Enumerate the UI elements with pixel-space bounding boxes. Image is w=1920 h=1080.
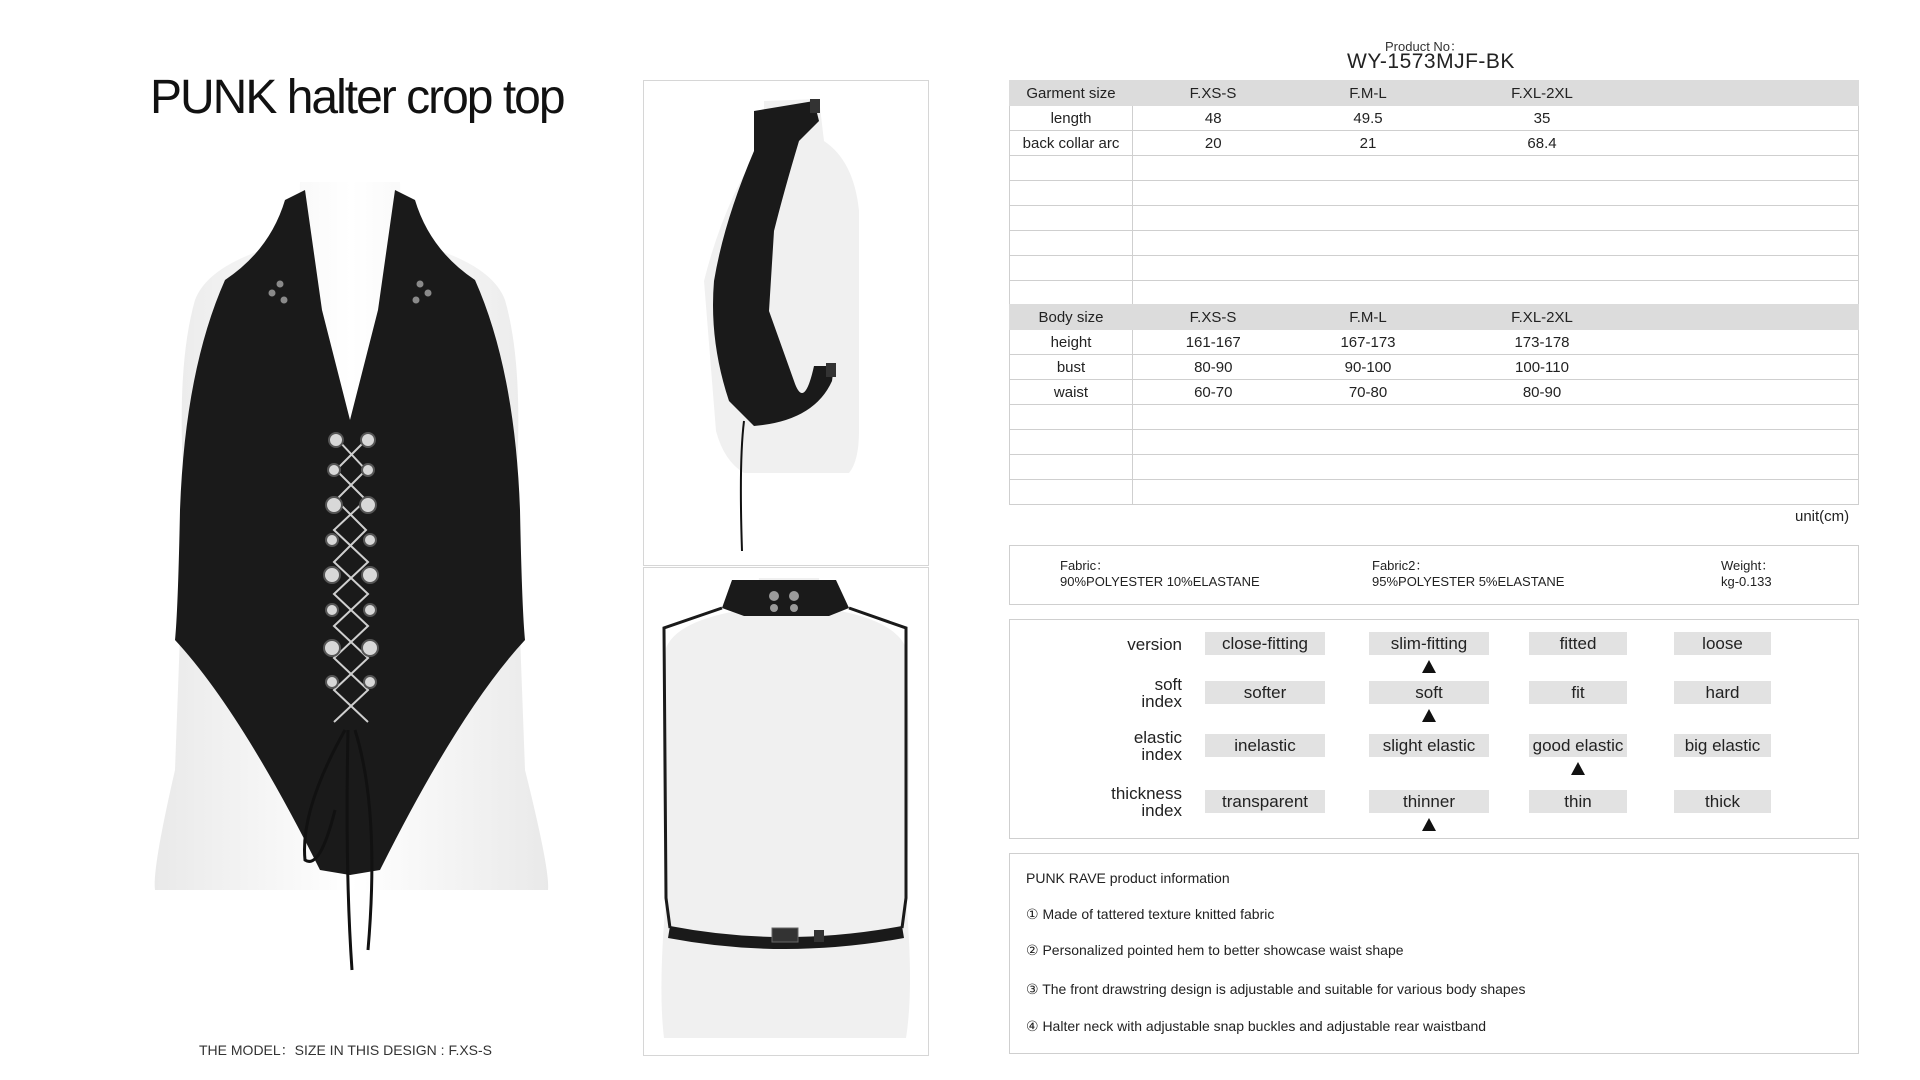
table-cell: 173-178 — [1443, 330, 1642, 355]
back-view-image — [644, 568, 928, 1055]
product-number: WY-1573MJF-BK — [1347, 50, 1515, 73]
table-cell: 48 — [1133, 106, 1294, 131]
version-label — [1042, 636, 1182, 653]
table-header-cell: F.XS-S — [1133, 305, 1294, 330]
back-view-photo — [643, 567, 929, 1056]
option-thin: thin — [1529, 790, 1627, 813]
table-cell: bust — [1010, 355, 1133, 380]
body-size-table — [1009, 304, 1859, 505]
row-label-line: version — [1127, 635, 1182, 654]
table-cell: 49.5 — [1294, 106, 1443, 131]
option-thinner: thinner — [1369, 790, 1489, 813]
table-header-cell: F.XS-S — [1133, 81, 1294, 106]
info-item: ③ The front drawstring design is adjustable and suitable for various body shapes — [1026, 981, 1526, 997]
table-row — [1010, 181, 1859, 206]
table-cell — [1010, 455, 1133, 480]
table-row — [1010, 430, 1859, 455]
garment-size-table — [1009, 80, 1859, 306]
table-header-cell: F.XL-2XL — [1443, 305, 1642, 330]
table-cell: back collar arc — [1010, 131, 1133, 156]
fabric-info-box — [1009, 545, 1859, 605]
table-cell: 70-80 — [1294, 380, 1443, 405]
thickness-index-label — [1042, 785, 1182, 819]
table-cell — [1642, 106, 1859, 131]
weight-value: kg-0.133 — [1721, 574, 1772, 589]
weight — [1721, 558, 1774, 590]
fabric-2-value: 95%POLYESTER 5%ELASTANE — [1372, 574, 1565, 589]
table-row — [1010, 131, 1859, 156]
row-label-line: index — [1141, 745, 1182, 764]
table-header-cell: F.M-L — [1294, 305, 1443, 330]
info-item: ② Personalized pointed hem to better showcase waist shape — [1026, 942, 1404, 958]
table-row — [1010, 206, 1859, 231]
table-cell — [1642, 380, 1859, 405]
option-loose: loose — [1674, 632, 1771, 655]
table-cell — [1010, 206, 1133, 231]
row-label-line: elastic — [1133, 728, 1182, 747]
table-row — [1010, 281, 1859, 306]
table-row — [1010, 355, 1859, 380]
side-view-image — [644, 81, 928, 565]
fabric-1-value: 90%POLYESTER 10%ELASTANE — [1060, 574, 1260, 589]
table-cell — [1010, 480, 1133, 505]
table-row — [1010, 405, 1859, 430]
back-collar-shape — [722, 580, 849, 616]
table-cell: waist — [1010, 380, 1133, 405]
option-softer: softer — [1205, 681, 1325, 704]
table-cell — [1642, 131, 1859, 156]
info-item: ① Made of tattered texture knitted fabric — [1026, 906, 1275, 922]
table-cell — [1133, 206, 1859, 231]
option-thick: thick — [1674, 790, 1771, 813]
table-cell — [1133, 156, 1859, 181]
table-cell: 21 — [1294, 131, 1443, 156]
selected-marker-icon — [1422, 709, 1436, 722]
fabric-1-label: Fabric： — [1060, 558, 1110, 573]
selected-marker-icon — [1422, 660, 1436, 673]
table-cell — [1010, 156, 1133, 181]
table-cell: 60-70 — [1133, 380, 1294, 405]
info-item: ④ Halter neck with adjustable snap buckles and adjustable rear waistband — [1026, 1018, 1487, 1034]
weight-label: Weight： — [1721, 558, 1775, 573]
table-cell: length — [1010, 106, 1133, 131]
table-row — [1010, 256, 1859, 281]
option-transparent: transparent — [1205, 790, 1325, 813]
table-header-cell: Garment size — [1010, 81, 1133, 106]
table-cell — [1133, 405, 1859, 430]
fabric-2 — [1372, 558, 1564, 590]
table-cell — [1010, 181, 1133, 206]
option-fitted: fitted — [1529, 632, 1627, 655]
table-cell: 161-167 — [1133, 330, 1294, 355]
option-inelastic: inelastic — [1205, 734, 1325, 757]
table-cell — [1642, 330, 1859, 355]
row-label-line: index — [1141, 692, 1182, 711]
table-header-cell: F.XL-2XL — [1443, 81, 1642, 106]
row-label-line: thickness — [1111, 784, 1182, 803]
table-cell: 20 — [1133, 131, 1294, 156]
table-cell — [1133, 480, 1859, 505]
table-cell — [1010, 430, 1133, 455]
table-row — [1010, 380, 1859, 405]
selected-marker-icon — [1422, 818, 1436, 831]
table-cell: height — [1010, 330, 1133, 355]
table-cell — [1010, 256, 1133, 281]
table-row — [1010, 455, 1859, 480]
table-cell — [1133, 430, 1859, 455]
option-hard: hard — [1674, 681, 1771, 704]
table-header-cell: Body size — [1010, 305, 1133, 330]
row-label-line: soft — [1154, 675, 1182, 694]
table-header-cell: F.M-L — [1294, 81, 1443, 106]
option-good-elastic: good elastic — [1529, 734, 1627, 757]
table-row — [1010, 330, 1859, 355]
row-label-line: index — [1141, 801, 1182, 820]
option-big-elastic: big elastic — [1674, 734, 1771, 757]
garment-table-header — [1010, 81, 1859, 106]
front-product-photo — [130, 170, 570, 1000]
table-cell: 80-90 — [1133, 355, 1294, 380]
selected-marker-icon — [1571, 762, 1585, 775]
soft-index-label — [1042, 676, 1182, 710]
table-cell — [1010, 281, 1133, 306]
table-row — [1010, 480, 1859, 505]
unit-label: unit(cm) — [1795, 508, 1850, 525]
table-cell — [1010, 231, 1133, 256]
elastic-index-label — [1042, 729, 1182, 763]
table-cell: 68.4 — [1443, 131, 1642, 156]
table-header-cell — [1642, 81, 1859, 106]
fit-properties-box — [1009, 619, 1859, 839]
body-table-header — [1010, 305, 1859, 330]
option-slight-elastic: slight elastic — [1369, 734, 1489, 757]
page-title: PUNK halter crop top — [150, 71, 564, 124]
product-info-box — [1009, 853, 1859, 1054]
option-close-fitting: close-fitting — [1205, 632, 1325, 655]
model-size-note: THE MODEL：SIZE IN THIS DESIGN : F.XS-S — [199, 1042, 493, 1058]
table-cell — [1133, 455, 1859, 480]
table-cell — [1010, 405, 1133, 430]
table-cell: 100-110 — [1443, 355, 1642, 380]
fabric-2-label: Fabric2： — [1372, 558, 1429, 573]
back-buckle — [772, 928, 798, 942]
table-cell — [1133, 181, 1859, 206]
table-cell — [1133, 231, 1859, 256]
table-cell: 35 — [1443, 106, 1642, 131]
table-row — [1010, 231, 1859, 256]
option-soft: soft — [1369, 681, 1489, 704]
fabric-1 — [1060, 558, 1260, 590]
table-cell: 80-90 — [1443, 380, 1642, 405]
table-cell — [1642, 355, 1859, 380]
info-heading: PUNK RAVE product information — [1026, 870, 1230, 886]
table-cell — [1133, 281, 1859, 306]
option-fit: fit — [1529, 681, 1627, 704]
table-cell — [1133, 256, 1859, 281]
table-cell: 90-100 — [1294, 355, 1443, 380]
table-row — [1010, 106, 1859, 131]
table-row — [1010, 156, 1859, 181]
side-view-photo — [643, 80, 929, 566]
product-number-label: Product No： — [1385, 39, 1464, 54]
table-header-cell — [1642, 305, 1859, 330]
table-cell: 167-173 — [1294, 330, 1443, 355]
option-slim-fitting: slim-fitting — [1369, 632, 1489, 655]
